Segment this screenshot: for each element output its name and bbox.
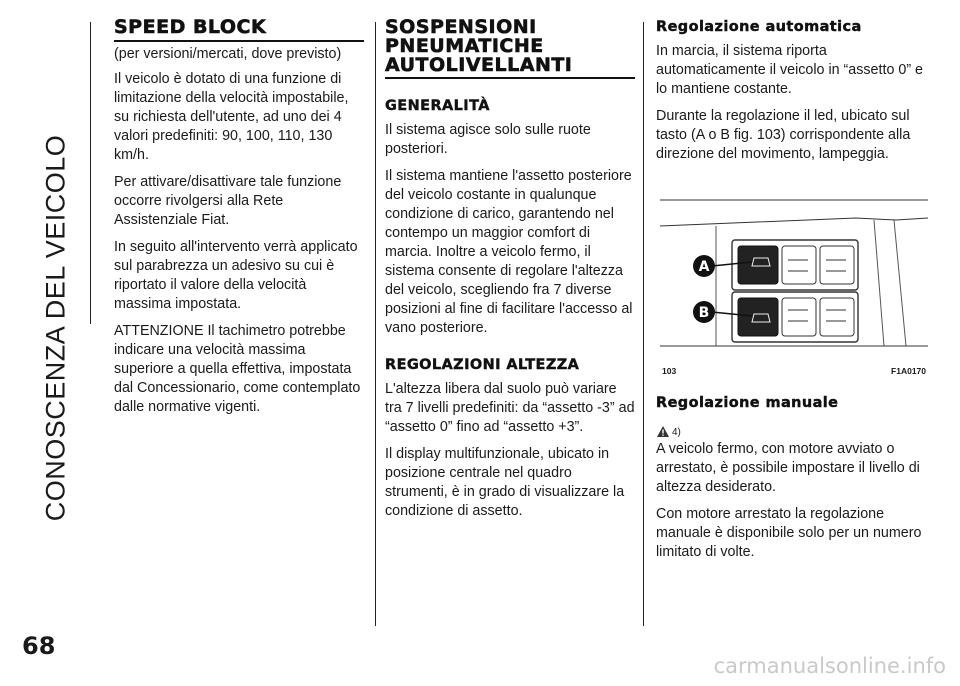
paragraph: Il display multifunzionale, ubicato in posizione centrale nel quadro strumenti, è in grado di visualizzare la condizione di assetto. [385, 446, 625, 519]
warning-note [656, 416, 934, 438]
paragraph: Per attivare/disattivare tale funzione occorre rivolgersi alla Rete Assistenziale Fiat. [114, 174, 342, 228]
page-number: 68 [22, 632, 56, 660]
watermark: carmanualsonline.info [713, 654, 946, 678]
paragraph: Il sistema mantiene l'assetto posteriore del veicolo costante in qualunque condizione di carico, garantendo nel contempo un maggior comfort di marcia. Inoltre a veicolo fermo, il sistema consente di regolare l'altezza del veicolo, scegliendo fra 7 diverse posizioni al fine di facilitare l'accesso al vano posteriore. [385, 168, 633, 336]
side-divider [90, 22, 91, 324]
paragraph: L'altezza libera dal suolo può variare tra 7 livelli predefiniti: da “assetto -3” ad “assetto 0” fino ad “assetto +3”. [385, 381, 635, 435]
paragraph: Il sistema agisce solo sulle ruote posteriori. [385, 122, 591, 157]
paragraph: In marcia, il sistema riporta automaticamente il veicolo in “assetto 0” e lo mantiene costante. [656, 43, 924, 97]
column-speed-block [114, 18, 364, 417]
warning-triangle-icon [656, 425, 670, 438]
column-regolazione [656, 18, 934, 164]
heading-suspension: SOSPENSIONI PNEUMATICHE AUTOLIVELLANTI [385, 16, 573, 76]
column-regolazione-manuale [656, 394, 934, 562]
column-divider-1 [375, 22, 376, 626]
label-b: B [698, 305, 710, 321]
switch-panel-illustration [656, 196, 932, 364]
paragraph: Con motore arrestato la regolazione manuale è disponibile solo per un numero limitato di volte. [656, 506, 922, 560]
paragraph: Durante la regolazione il led, ubicato sul tasto (A o B fig. 103) corrispondente alla direzione del movimento, lampeggia. [656, 108, 911, 162]
heading-regolazioni-altezza: REGOLAZIONI ALTEZZA [385, 357, 580, 373]
heading-regolazione-manuale: Regolazione manuale [656, 395, 839, 411]
column-suspension [385, 18, 635, 521]
heading-regolazione-automatica: Regolazione automatica [656, 19, 862, 35]
paragraph: Il veicolo è dotato di una funzione di limitazione della velocità impostabile, su richiesta dell'utente, ad uno dei 4 valori predefiniti: 90, 100, 110, 130 km/h. [114, 71, 349, 163]
subtitle-versions: (per versioni/mercati, dove previsto) [114, 46, 342, 62]
paragraph: In seguito all'intervento verrà applicato sul parabrezza un adesivo su cui è riportato il valore della velocità massima impostata. [114, 239, 358, 312]
figure-code: F1A0170 [891, 366, 926, 376]
column-divider-2 [643, 22, 644, 626]
heading-generalita: GENERALITÀ [385, 98, 490, 114]
heading-speed-block: SPEED BLOCK [114, 18, 364, 42]
label-a: A [698, 259, 710, 275]
heading-rule [385, 77, 635, 79]
figure-number: 103 [662, 366, 677, 376]
paragraph: ATTENZIONE Il tachimetro potrebbe indicare una velocità massima superiore a quella effettiva, impostata dal Concessionario, come contemplato dalle normative vigenti. [114, 323, 361, 415]
note-reference: 4) [672, 427, 681, 438]
figure-103 [656, 196, 932, 378]
figure-caption [656, 364, 932, 378]
paragraph: A veicolo fermo, con motore avviato o arrestato, è possibile impostare il livello di altezza desiderato. [656, 441, 920, 495]
